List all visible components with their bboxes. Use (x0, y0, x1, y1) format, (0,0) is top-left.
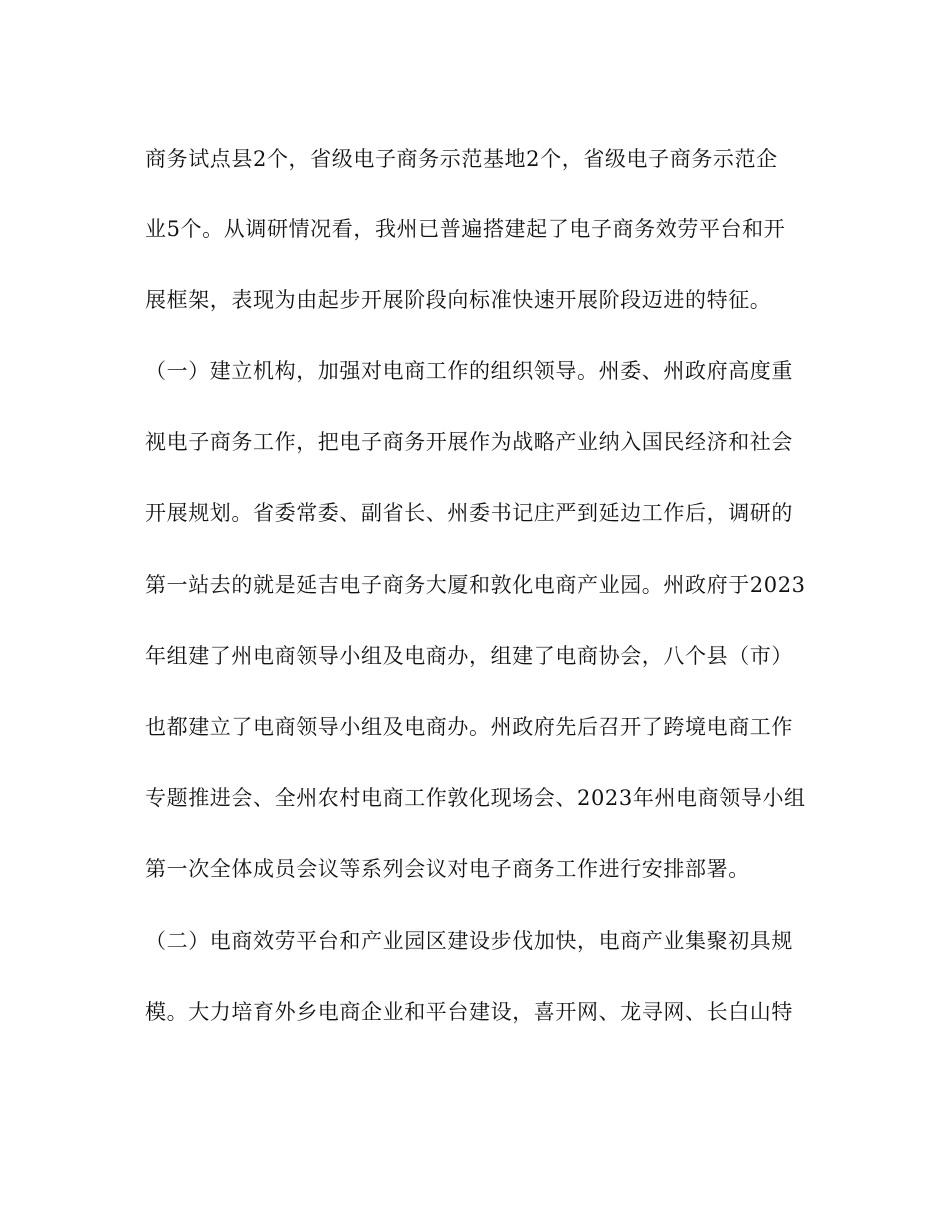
paragraph-line: 业5个。从调研情况看，我州已普遍搭建起了电子商务效劳平台和开 (145, 217, 786, 241)
paragraph-line: 专题推进会、全州农村电商工作敦化现场会、2023年州电商领导小组 (145, 786, 806, 810)
paragraph-line: 展框架，表现为由起步开展阶段向标准快速开展阶段迈进的特征。 (145, 288, 772, 312)
paragraph-line: 也都建立了电商领导小组及电商办。州政府先后召开了跨境电商工作 (145, 715, 793, 739)
paragraph-line: 年组建了州电商领导小组及电商办，组建了电商协会，八个县（市） (145, 644, 793, 668)
section-heading-line: （二）电商效劳平台和产业园区建设步伐加快，电商产业集聚初具规 (145, 929, 793, 953)
paragraph-line: 第一站去的就是延吉电子商务大厦和敦化电商产业园。州政府于2023 (145, 573, 806, 597)
paragraph-line: 第一次全体成员会议等系列会议对电子商务工作进行安排部署。 (145, 857, 750, 881)
paragraph-line: 商务试点县2个，省级电子商务示范基地2个，省级电子商务示范企 (145, 147, 778, 171)
paragraph-line: 开展规划。省委常委、副省长、州委书记庄严到延边工作后，调研的 (145, 501, 793, 525)
paragraph-line: 模。大力培育外乡电商企业和平台建设，喜开网、龙寻网、长白山特 (145, 1000, 793, 1024)
section-heading-line: （一）建立机构，加强对电商工作的组织领导。州委、州政府高度重 (145, 359, 793, 383)
paragraph-line: 视电子商务工作，把电子商务开展作为战略产业纳入国民经济和社会 (145, 430, 793, 454)
